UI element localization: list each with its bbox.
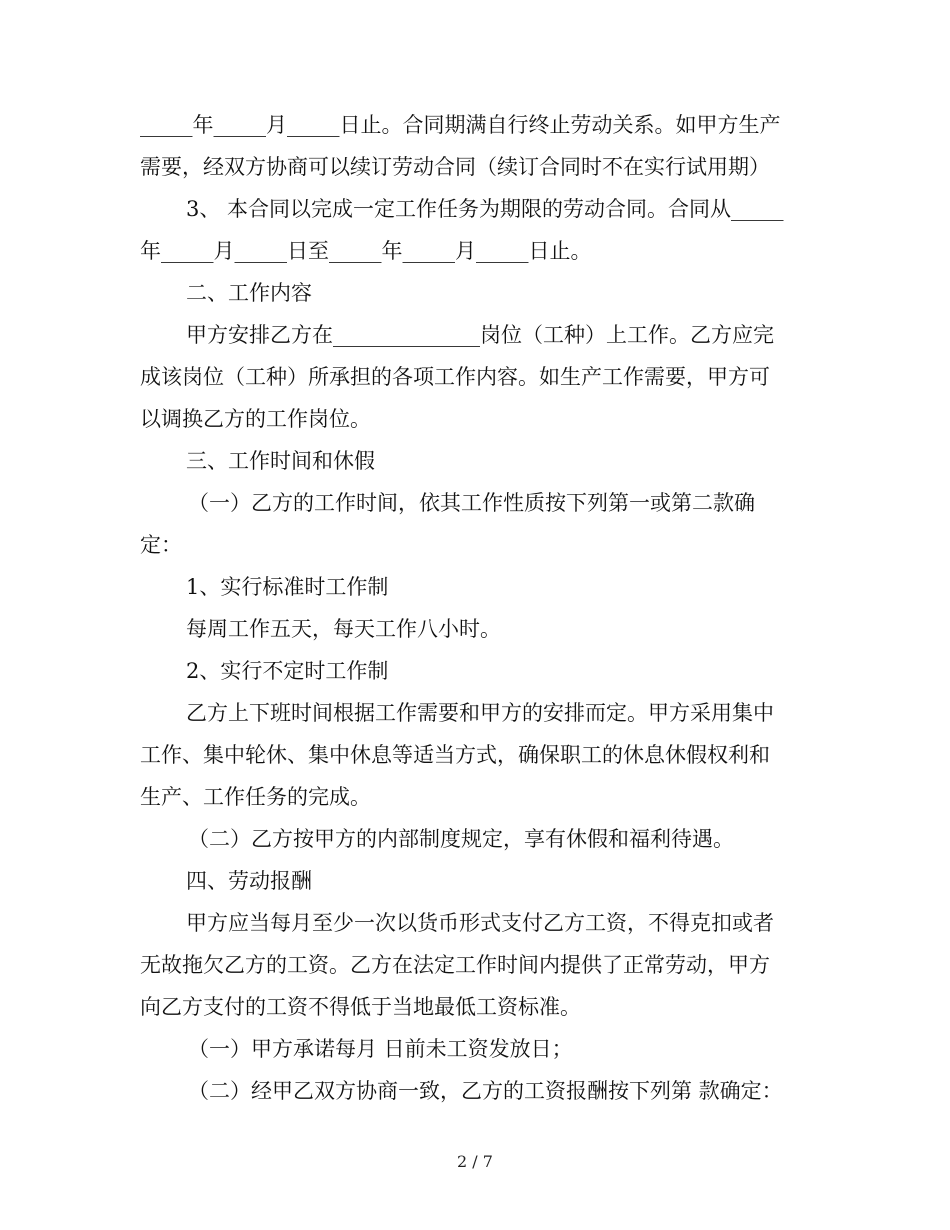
text-line: 向乙方支付的工资不得低于当地最低工资标准。 bbox=[140, 995, 581, 1019]
text-line: （二）经甲乙双方协商一致，乙方的工资报酬按下列第 款确定： bbox=[188, 1079, 783, 1103]
text-line: 无故拖欠乙方的工资。乙方在法定工作时间内提供了正常劳动，甲方 bbox=[140, 953, 770, 977]
text-line: 甲方应当每月至少一次以货币形式支付乙方工资，不得克扣或者 bbox=[186, 911, 774, 935]
text-line: 3、 本合同以完成一定工作任务为期限的劳动合同。合同从_____ bbox=[186, 197, 784, 221]
section-heading: 二、工作内容 bbox=[186, 281, 312, 305]
text-line: 以调换乙方的工作岗位。 bbox=[140, 407, 371, 431]
text-line: 成该岗位（工种）所承担的各项工作内容。如生产工作需要，甲方可 bbox=[140, 365, 770, 389]
text-line: 生产、工作任务的完成。 bbox=[140, 785, 371, 809]
text-line: （一）乙方的工作时间，依其工作性质按下列第一或第二款确 bbox=[188, 491, 755, 515]
document-body bbox=[140, 104, 812, 1112]
subheading: 2、实行不定时工作制 bbox=[186, 659, 389, 683]
subheading: 1、实行标准时工作制 bbox=[186, 575, 389, 599]
text-line: _____年_____月_____日止。合同期满自行终止劳动关系。如甲方生产 bbox=[140, 113, 781, 137]
text-line: 每周工作五天，每天工作八小时。 bbox=[186, 617, 501, 641]
text-line: 乙方上下班时间根据工作需要和甲方的安排而定。甲方采用集中 bbox=[186, 701, 774, 725]
text-line: 需要，经双方协商可以续订劳动合同（续订合同时不在实行试用期） bbox=[140, 155, 770, 179]
text-line: （二）乙方按甲方的内部制度规定，享有休假和福利待遇。 bbox=[188, 827, 734, 851]
page-number: 2 / 7 bbox=[457, 1152, 493, 1171]
text-line: 甲方安排乙方在______________岗位（工种）上工作。乙方应完 bbox=[186, 323, 774, 347]
section-heading: 三、工作时间和休假 bbox=[186, 449, 375, 473]
text-line: 年_____月_____日至_____年_____月_____日止。 bbox=[140, 239, 592, 263]
text-line: 工作、集中轮休、集中休息等适当方式，确保职工的休息休假权利和 bbox=[140, 743, 770, 767]
text-line: （一）甲方承诺每月 日前未工资发放日； bbox=[188, 1037, 573, 1061]
section-heading: 四、劳动报酬 bbox=[186, 869, 312, 893]
text-line: 定： bbox=[140, 533, 182, 557]
